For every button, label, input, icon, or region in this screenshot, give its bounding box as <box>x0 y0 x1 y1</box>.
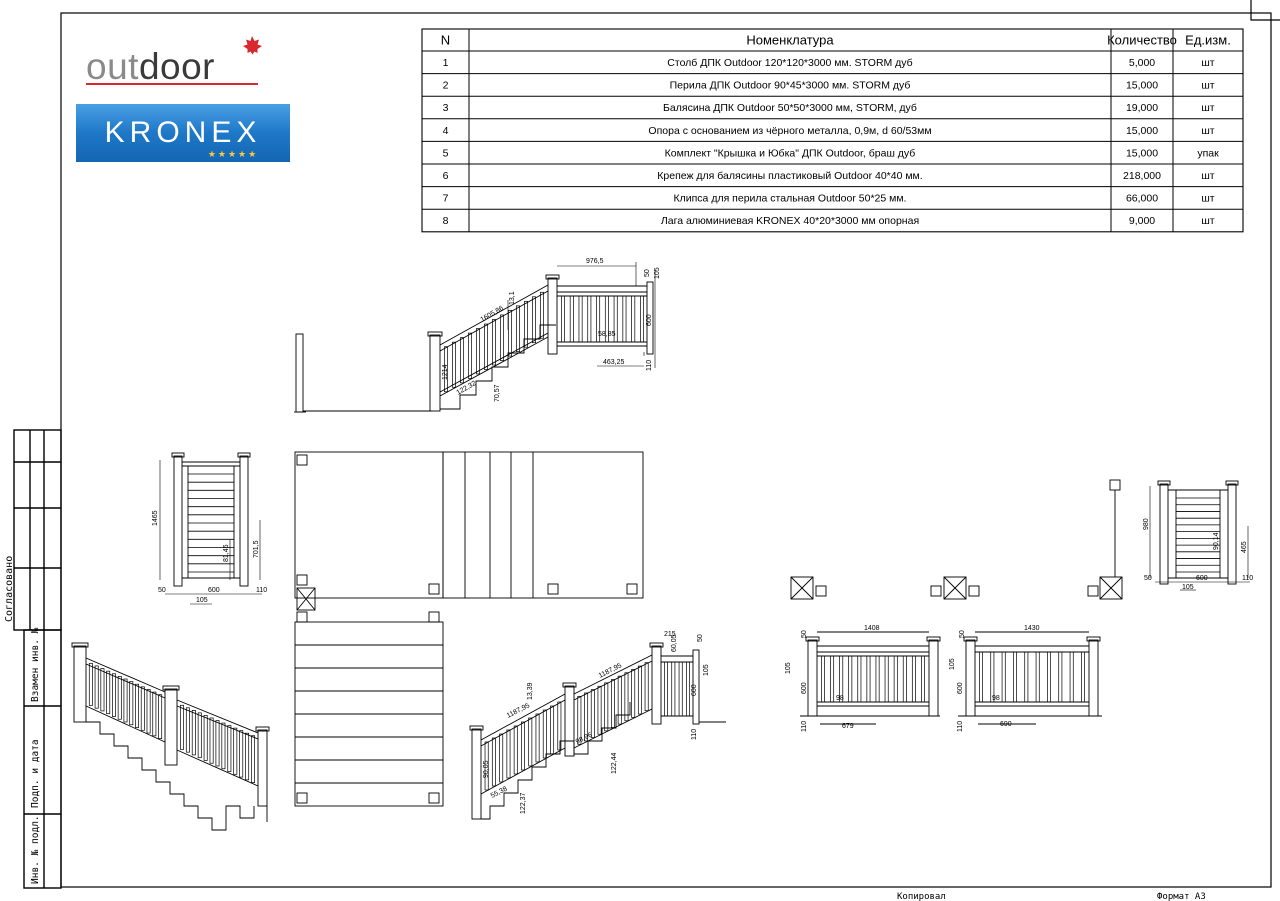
svg-text:13,39: 13,39 <box>527 682 534 700</box>
baluster <box>979 652 982 702</box>
svg-text:976,5: 976,5 <box>586 258 604 265</box>
baluster <box>222 723 225 769</box>
svg-text:90,05: 90,05 <box>483 760 490 778</box>
baluster <box>192 710 195 755</box>
table-cell: Комплект "Крышка и Юбка" ДПК Outdoor, браш дуб <box>664 147 916 160</box>
table-cell: 8 <box>442 215 449 228</box>
baluster <box>540 292 543 338</box>
table-row <box>443 193 1215 205</box>
stamp-agreed-label: Согласовано <box>4 555 15 622</box>
baluster <box>686 662 689 716</box>
baluster <box>867 656 870 702</box>
baluster <box>159 695 162 739</box>
table-row <box>443 170 1215 182</box>
table-header-cell: N <box>440 32 451 48</box>
baluster <box>605 683 608 731</box>
table-cell: 15,000 <box>1125 79 1159 92</box>
baluster <box>625 673 628 721</box>
svg-text:55,38: 55,38 <box>489 785 509 800</box>
svg-text:70,57: 70,57 <box>494 384 501 402</box>
table-cell: шт <box>1201 124 1215 137</box>
plan-view <box>295 452 643 806</box>
baluster <box>561 296 564 342</box>
specification-table <box>422 29 1243 232</box>
baluster <box>558 702 561 750</box>
svg-text:105: 105 <box>785 662 792 674</box>
svg-text:465: 465 <box>1241 541 1248 553</box>
baluster <box>186 708 189 752</box>
stamp-agreed-block <box>14 430 61 630</box>
svg-text:50: 50 <box>801 630 808 638</box>
baluster <box>141 687 144 730</box>
baluster <box>638 666 641 714</box>
svg-text:90,14: 90,14 <box>1213 532 1220 550</box>
table-row <box>443 125 1215 137</box>
svg-text:1408: 1408 <box>864 625 880 632</box>
svg-text:58,85: 58,85 <box>598 331 616 338</box>
table-cell: 66,000 <box>1125 192 1159 205</box>
table-cell: шт <box>1201 215 1215 228</box>
baluster <box>536 714 539 762</box>
table-row <box>443 57 1215 69</box>
right-plan-strip <box>791 480 1122 599</box>
baluster <box>112 674 115 717</box>
svg-text:98,96: 98,96 <box>574 731 594 746</box>
baluster <box>107 671 110 714</box>
table-row <box>443 147 1220 159</box>
svg-text:122,32: 122,32 <box>455 379 478 397</box>
baluster <box>228 726 231 772</box>
svg-text:463,25: 463,25 <box>603 359 625 366</box>
table-cell: 218,000 <box>1123 170 1161 182</box>
baluster <box>672 662 675 716</box>
baluster <box>1070 652 1073 702</box>
table-cell: 15,000 <box>1125 124 1159 137</box>
footer-copied-label: Копировал <box>897 892 946 901</box>
baluster <box>1081 652 1084 702</box>
table-row <box>443 102 1215 114</box>
table-cell: 1 <box>442 57 449 69</box>
table-cell: 4 <box>442 124 449 137</box>
baluster <box>1025 652 1028 702</box>
bottom-center-dim-labels <box>483 631 710 814</box>
svg-text:600: 600 <box>646 314 653 326</box>
svg-text:701,5: 701,5 <box>253 540 260 558</box>
baluster <box>611 680 614 728</box>
table-cell: шт <box>1201 102 1215 115</box>
table-cell: 3 <box>442 102 449 115</box>
svg-text:215: 215 <box>664 631 676 638</box>
baluster <box>240 731 243 777</box>
baluster <box>543 710 546 758</box>
table-header-cell: Количество <box>1107 32 1177 48</box>
svg-text:122,44: 122,44 <box>611 752 618 774</box>
left-railing-dim-labels <box>152 510 267 604</box>
baluster <box>507 730 510 778</box>
baluster <box>645 663 648 711</box>
baluster <box>210 718 213 763</box>
svg-text:98: 98 <box>836 695 844 702</box>
svg-text:105: 105 <box>1182 584 1194 591</box>
svg-text:980: 980 <box>1143 518 1150 530</box>
baluster <box>679 662 682 716</box>
table-row <box>443 80 1215 92</box>
table-cell: Перила ДПК Outdoor 90*45*3000 мм. STORM дуб <box>669 79 911 92</box>
right-railing-view <box>1158 481 1238 584</box>
table-cell: 6 <box>442 170 449 182</box>
baluster <box>849 656 852 702</box>
table-cell: 5,000 <box>1128 57 1156 69</box>
baluster <box>204 715 207 760</box>
baluster <box>1002 652 1005 702</box>
baluster <box>460 338 463 383</box>
baluster <box>452 342 455 387</box>
baluster <box>903 656 906 702</box>
table-cell: шт <box>1201 192 1215 205</box>
kronex-stars: ★★★★★ <box>207 149 259 159</box>
baluster <box>550 706 553 754</box>
baluster <box>529 718 532 766</box>
table-cell: Крепеж для балясины пластиковый Outdoor 40*40 мм. <box>657 170 923 182</box>
svg-text:50: 50 <box>644 269 651 277</box>
baluster <box>508 310 511 356</box>
baluster <box>135 684 138 727</box>
baluster <box>514 726 517 774</box>
table-cell: 5 <box>442 147 449 160</box>
stamp-inv-label: Инв. № подл. <box>30 815 41 884</box>
svg-text:110: 110 <box>1242 575 1254 582</box>
svg-text:1430: 1430 <box>1024 625 1040 632</box>
svg-text:690: 690 <box>1000 721 1012 728</box>
top-railing-dim-labels <box>442 258 661 402</box>
baluster <box>623 296 626 342</box>
baluster <box>524 301 527 347</box>
baluster <box>234 728 237 774</box>
stamp-replace-label: Взамен инв. № <box>30 627 41 702</box>
baluster <box>516 306 519 352</box>
table-cell: Опора с основанием из чёрного металла, 0,9м, d 60/53мм <box>648 124 932 137</box>
baluster <box>476 329 479 374</box>
svg-text:600: 600 <box>691 684 698 696</box>
table-cell: 15,000 <box>1125 147 1159 160</box>
table-cell: упак <box>1197 147 1219 160</box>
baluster <box>858 656 861 702</box>
baluster <box>216 721 219 767</box>
svg-text:105: 105 <box>703 664 710 676</box>
svg-text:105: 105 <box>196 597 208 604</box>
baluster <box>500 734 503 782</box>
svg-text:110: 110 <box>801 720 808 732</box>
table-cell: шт <box>1201 170 1215 182</box>
outdoor-logo <box>86 36 262 87</box>
table-cell: 2 <box>442 79 449 92</box>
table-cell: шт <box>1201 57 1215 69</box>
baluster <box>821 656 824 702</box>
baluster <box>246 733 249 780</box>
svg-text:50: 50 <box>697 634 704 642</box>
table-header-cell: Номенклатура <box>746 32 834 48</box>
svg-text:81,45: 81,45 <box>223 544 230 562</box>
svg-text:105: 105 <box>654 267 661 279</box>
left-railing-view <box>172 453 250 586</box>
table-row <box>443 215 1215 227</box>
baluster <box>532 297 535 343</box>
bottom-center-balusters <box>485 662 690 790</box>
svg-text:1605,86: 1605,86 <box>479 305 505 324</box>
svg-text:1214: 1214 <box>442 364 449 380</box>
baluster <box>640 296 643 342</box>
baluster <box>500 315 503 361</box>
baluster <box>618 676 621 724</box>
baluster <box>130 682 133 725</box>
stamp-sign-date-label: Подп. и дата <box>30 739 41 808</box>
table-header-cell: Ед.изм. <box>1185 32 1231 48</box>
kronex-logo-text: KRONEX <box>104 116 262 149</box>
svg-text:1187,95: 1187,95 <box>505 702 532 720</box>
svg-text:679: 679 <box>842 723 854 730</box>
corner-stamp <box>1251 0 1280 20</box>
svg-text:1465: 1465 <box>152 510 159 526</box>
top-stair-railing-view <box>294 275 653 412</box>
svg-text:110: 110 <box>691 728 698 740</box>
baluster <box>921 656 924 702</box>
baluster <box>570 296 573 342</box>
baluster <box>876 656 879 702</box>
svg-text:600: 600 <box>208 587 220 594</box>
svg-text:122,37: 122,37 <box>520 792 527 814</box>
baluster <box>912 656 915 702</box>
baluster <box>830 656 833 702</box>
svg-text:600: 600 <box>801 682 808 694</box>
svg-text:13,1: 13,1 <box>509 291 516 305</box>
baluster <box>588 296 591 342</box>
baluster <box>468 333 471 378</box>
baluster <box>124 679 127 722</box>
footer-format-label: Формат А3 <box>1157 892 1206 901</box>
baluster <box>885 656 888 702</box>
svg-text:600: 600 <box>957 682 964 694</box>
baluster <box>598 686 601 734</box>
svg-text:105: 105 <box>949 658 956 670</box>
baluster <box>484 324 487 369</box>
baluster <box>251 736 254 783</box>
baluster <box>664 662 667 716</box>
table-cell: шт <box>1201 79 1215 92</box>
baluster <box>95 666 98 708</box>
baluster <box>521 722 524 770</box>
baluster <box>632 669 635 717</box>
left-railing-dimensions <box>160 460 262 604</box>
table-header-row <box>441 33 1231 48</box>
svg-text:110: 110 <box>646 359 653 371</box>
baluster <box>894 656 897 702</box>
outdoor-logo-text: outdoor <box>86 46 215 87</box>
svg-text:50: 50 <box>1144 575 1152 582</box>
svg-text:110: 110 <box>957 720 964 732</box>
baluster <box>89 663 92 705</box>
baluster <box>1047 652 1050 702</box>
maple-leaf-icon <box>243 36 262 55</box>
svg-text:50: 50 <box>959 630 966 638</box>
table-cell: Балясина ДПК Outdoor 50*50*3000 мм, STORM, дуб <box>663 102 917 115</box>
svg-text:110: 110 <box>256 587 268 594</box>
baluster <box>492 320 495 366</box>
baluster <box>1013 652 1016 702</box>
baluster <box>1036 652 1039 702</box>
svg-text:60,05: 60,05 <box>671 634 678 652</box>
baluster <box>147 689 150 733</box>
kronex-logo <box>76 104 290 162</box>
table-cell: 19,000 <box>1125 102 1159 115</box>
top-railing-dimensions <box>508 262 655 368</box>
baluster <box>118 676 121 719</box>
baluster <box>591 690 594 738</box>
baluster <box>579 296 582 342</box>
baluster <box>180 705 183 749</box>
svg-text:98: 98 <box>992 695 1000 702</box>
baluster <box>198 713 201 758</box>
top-balusters-sloped <box>444 292 543 392</box>
table-cell: 7 <box>442 192 449 205</box>
svg-text:600: 600 <box>1196 575 1208 582</box>
table-cell: Столб ДПК Outdoor 120*120*3000 мм. STORM дуб <box>667 57 913 69</box>
table-cell: Лага алюминиевая KRONEX 40*20*3000 мм опорная <box>660 215 920 228</box>
svg-text:50: 50 <box>158 587 166 594</box>
svg-text:1187,95: 1187,95 <box>597 662 624 680</box>
baluster <box>101 669 104 711</box>
baluster <box>153 692 156 736</box>
baluster <box>1059 652 1062 702</box>
right-railing-dim-labels <box>1143 518 1253 591</box>
baluster <box>492 738 495 786</box>
table-cell: 9,000 <box>1128 215 1156 228</box>
baluster <box>632 296 635 342</box>
table-cell: Клипса для перила стальная Outdoor 50*25 мм. <box>673 192 907 205</box>
